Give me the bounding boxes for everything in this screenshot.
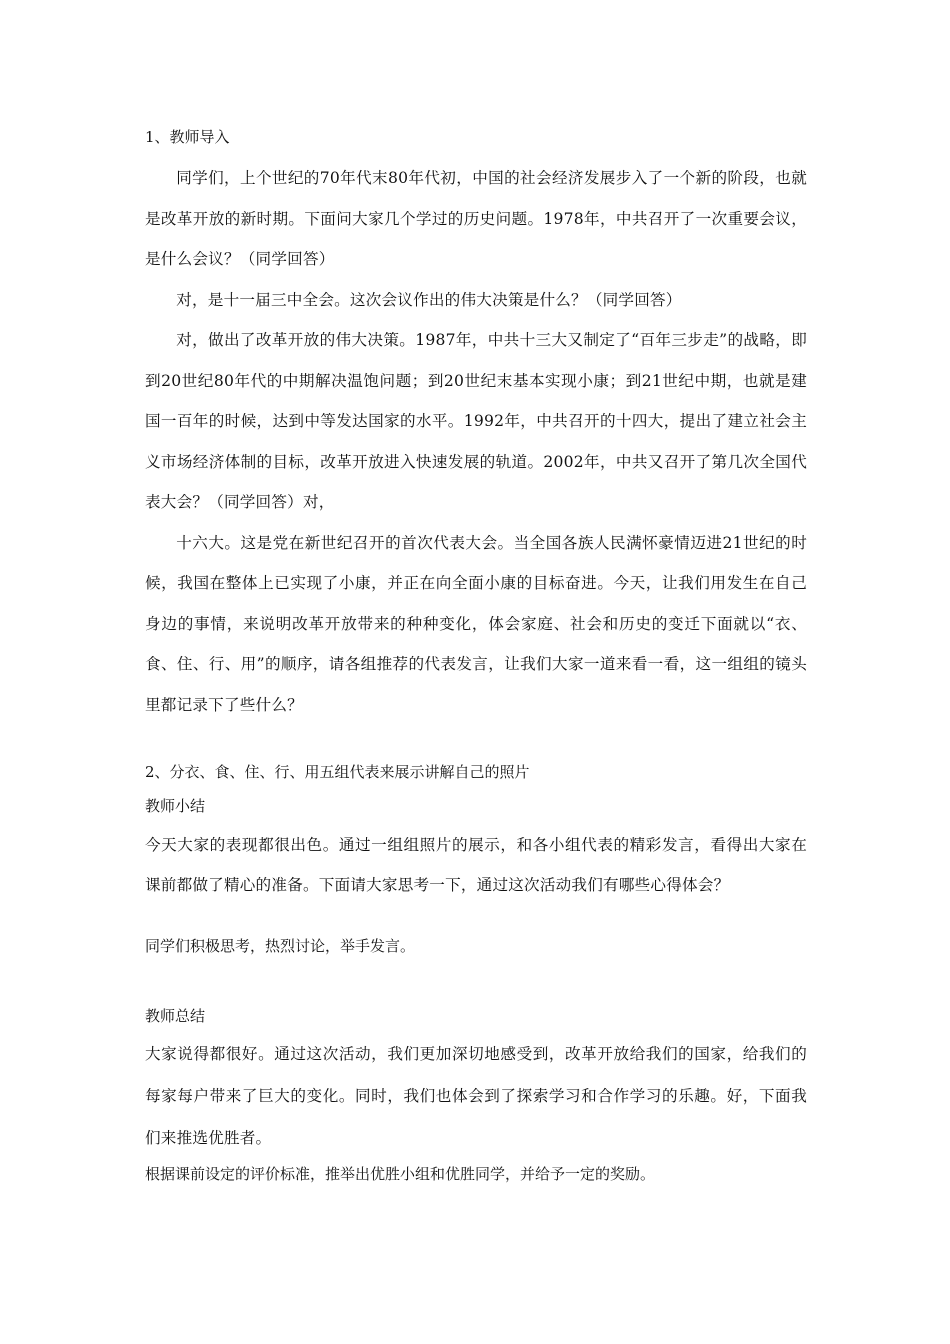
- document-body: [145, 124, 807, 1187]
- intro-paragraph-3: 对，做出了改革开放的伟大决策。1987年，中共十三大又制定了“百年三步走”的战略，即到20世纪80年代的中期解决温饱问题；到20世纪末基本实现小康；到21世纪中期，也就是建国一百年的时候，达到中等发达国家的水平。1992年，中共召开的十四大，提出了建立社会主义市场经济体制的目标，改革开放进入快速发展的轨道。2002年，中共又召开了第几次全国代表大会？（同学回答）对，: [145, 331, 807, 511]
- summary-paragraph: 今天大家的表现都很出色。通过一组组照片的展示，和各小组代表的精彩发言，看得出大家在课前都做了精心的准备。下面请大家思考一下，通过这次活动我们有哪些心得体会？: [145, 836, 807, 894]
- final-paragraph: 根据课前设定的评价标准，推举出优胜小组和优胜同学，并给予一定的奖励。: [145, 1165, 656, 1183]
- conclusion-title: 教师总结: [145, 1007, 206, 1025]
- intro-paragraph-4: 十六大。这是党在新世纪召开的首次代表大会。当全国各族人民满怀豪情迈进21世纪的时候，我国在整体上已实现了小康，并正在向全面小康的目标奋进。今天，让我们用发生在自己身边的事情，来说明改革开放带来的种种变化，体会家庭、社会和历史的变迁下面就以“衣、食、住、行、用”的顺序，请各组推荐的代表发言，让我们大家一道来看一看，这一组组的镜头里都记录下了些什么？: [145, 533, 807, 714]
- section-2-heading: 2、分衣、食、住、行、用五组代表来展示讲解自己的照片: [145, 763, 530, 781]
- section-1-heading: 1、教师导入: [145, 128, 230, 146]
- conclusion-paragraph: 大家说得都很好。通过这次活动，我们更加深切地感受到，改革开放给我们的国家，给我们的每家每户带来了巨大的变化。同时，我们也体会到了探索学习和合作学习的乐趣。好，下面我们来推选优胜者。: [145, 1045, 807, 1147]
- intro-paragraph-1: 同学们，上个世纪的70年代末80年代初，中国的社会经济发展步入了一个新的阶段，也就是改革开放的新时期。下面问大家几个学过的历史问题。1978年，中共召开了一次重要会议，是什么会议？（同学回答）: [145, 169, 807, 268]
- students-paragraph: 同学们积极思考，热烈讨论，举手发言。: [145, 937, 416, 955]
- summary-title: 教师小结: [145, 797, 206, 815]
- intro-paragraph-2: 对，是十一届三中全会。这次会议作出的伟大决策是什么？（同学回答）: [176, 290, 682, 309]
